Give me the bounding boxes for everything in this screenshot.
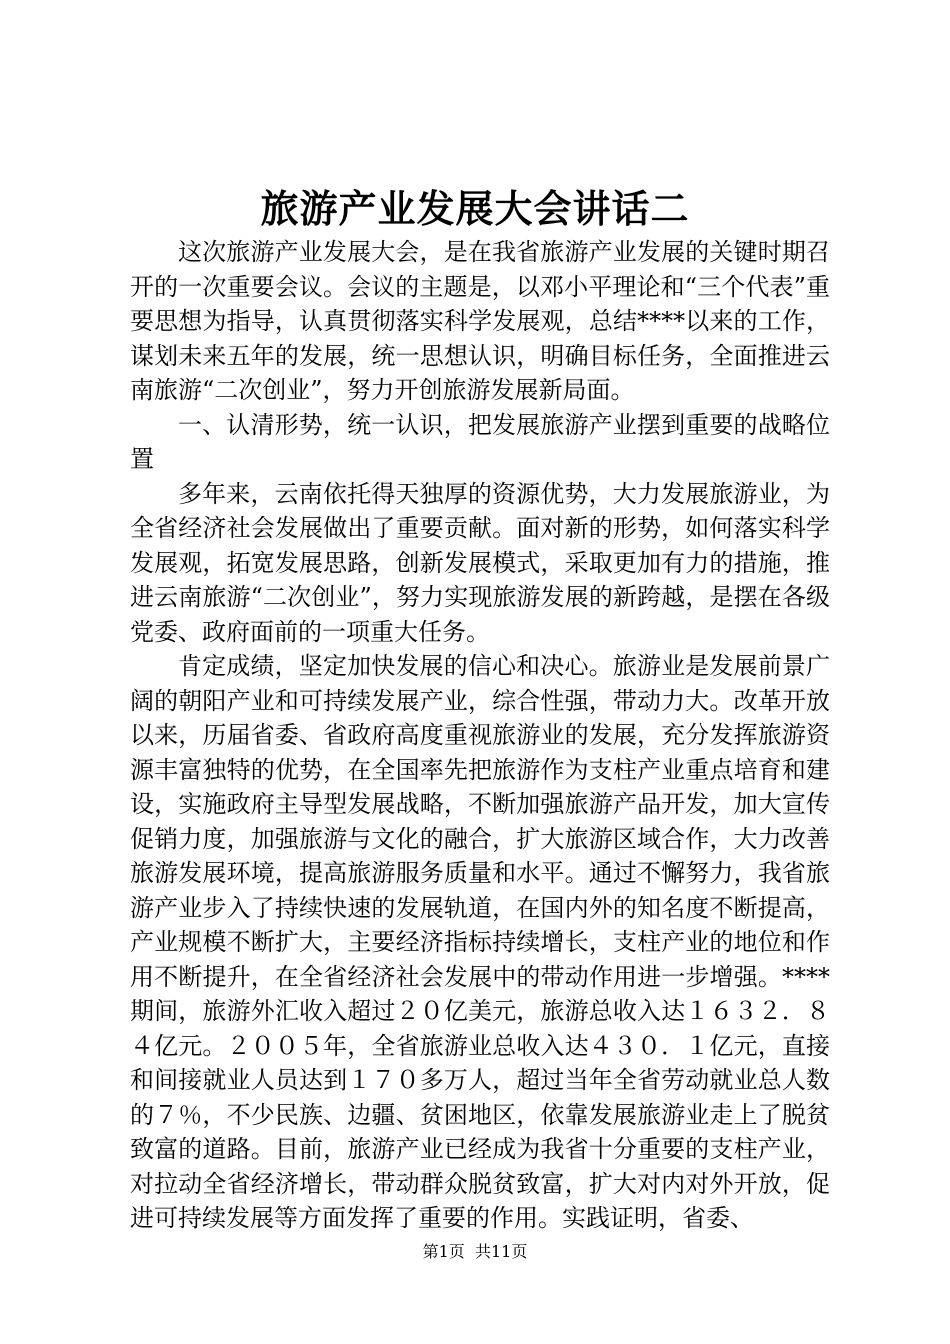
footer-spacer [465, 1242, 475, 1261]
page-footer [0, 1240, 950, 1264]
page-total: 共11页 [474, 1242, 528, 1261]
paragraph-background: 多年来，云南依托得天独厚的资源优势，大力发展旅游业，为全省经济社会发展做出了重要贡献。面对新的形势，如何落实科学发展观，拓宽发展思路，创新发展模式，采取更加有力的措施，推进云南旅游“二次创业”，努力实现旅游发展的新跨越，是摆在各级党委、政府面前的一项重大任务。 [130, 479, 830, 646]
paragraph-achievements: 肯定成绩，坚定加快发展的信心和决心。旅游业是发展前景广阔的朝阳产业和可持续发展产业，综合性强，带动力大。改革开放以来，历届省委、省政府高度重视旅游业的发展，充分发挥旅游资源丰富独特的优势，在全国率先把旅游作为支柱产业重点培育和建设，实施政府主导型发展战略，不断加强旅游产品开发，加大宣传促销力度，加强旅游与文化的融合，扩大旅游区域合作，大力改善旅游发展环境，提高旅游服务质量和水平。通过不懈努力，我省旅游产业步入了持续快速的发展轨道，在国内外的知名度不断提高，产业规模不断扩大，主要经济指标持续增长，支柱产业的地位和作用不断提升，在全省经济社会发展中的带动作用进一步增强。****期间，旅游外汇收入超过２０亿美元，旅游总收入达１６３２．８４亿元。２００５年，全省旅游业总收入达４３０．１亿元，直接和间接就业人员达到１７０多万人，超过当年全省劳动就业总人数的７％，不少民族、边疆、贫困地区，依靠发展旅游业走上了脱贫致富的道路。目前，旅游产业已经成为我省十分重要的支柱产业，对拉动全省经济增长，带动群众脱贫致富，扩大对内对外开放，促进可持续发展等方面发挥了重要的作用。实践证明，省委、 [130, 652, 830, 1232]
document-body [130, 235, 830, 1236]
page-number: 第1页 [422, 1242, 465, 1261]
paragraph-intro: 这次旅游产业发展大会，是在我省旅游产业发展的关键时期召开的一次重要会议。会议的主题是，以邓小平理论和“三个代表”重要思想为指导，认真贯彻落实科学发展观，总结****以来的工作，谋划未来五年的发展，统一思想认识，明确目标任务，全面推进云南旅游“二次创业”，努力开创旅游发展新局面。 [130, 238, 830, 404]
section-heading-1: 一、认清形势，统一认识，把发展旅游产业摆到重要的战略位置 [130, 410, 830, 473]
document-title: 旅游产业发展大会讲话二 [260, 186, 690, 231]
